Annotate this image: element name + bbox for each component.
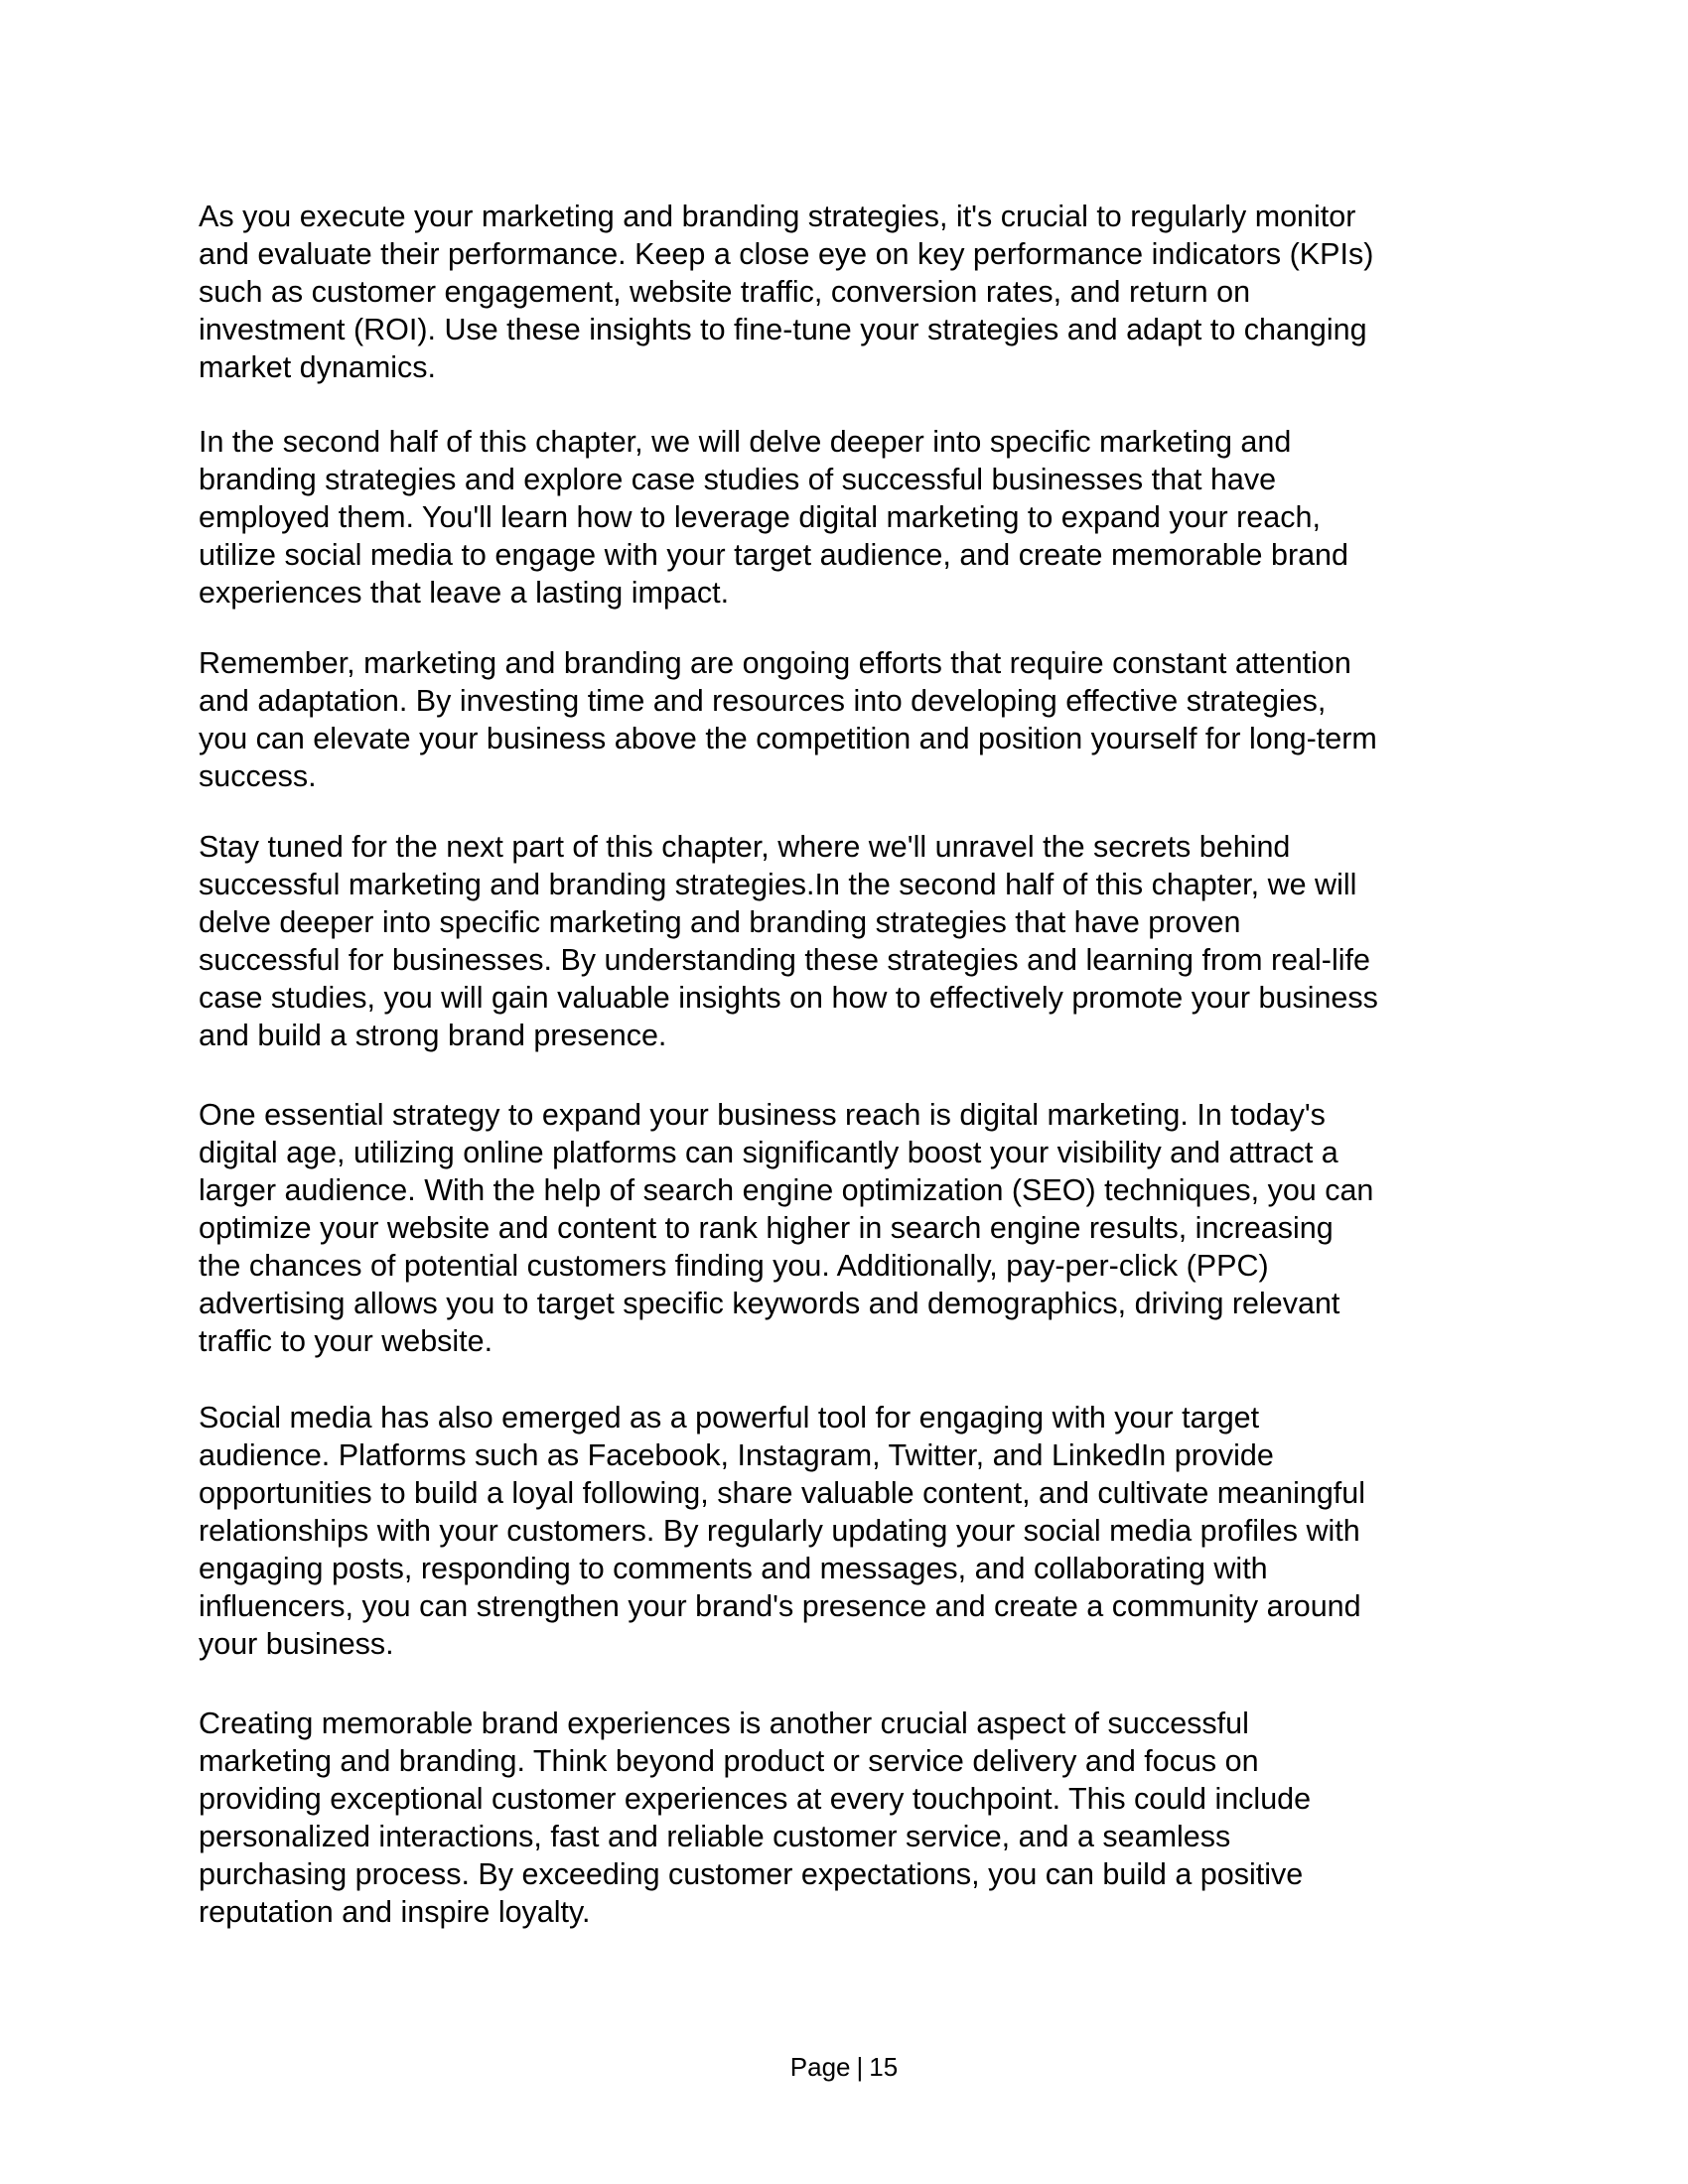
text-line: digital age, utilizing online platforms can significantly boost your visibility and attract a <box>199 1136 1338 1169</box>
paragraph-social-media <box>199 1399 1509 1663</box>
text-line: influencers, you can strengthen your brand's presence and create a community around <box>199 1589 1361 1623</box>
page-label: Page <box>789 2052 851 2082</box>
text-line: In the second half of this chapter, we will delve deeper into specific marketing and <box>199 425 1292 459</box>
text-line: As you execute your marketing and branding strategies, it's crucial to regularly monitor <box>199 200 1356 233</box>
text-line: relationships with your customers. By regularly updating your social media profiles with <box>199 1514 1360 1548</box>
text-line: delve deeper into specific marketing and branding strategies that have proven <box>199 905 1241 939</box>
text-line: employed them. You'll learn how to leverage digital marketing to expand your reach, <box>199 500 1321 534</box>
text-line: marketing and branding. Think beyond product or service delivery and focus on <box>199 1744 1259 1778</box>
text-line: branding strategies and explore case studies of successful businesses that have <box>199 463 1277 496</box>
text-line: such as customer engagement, website traffic, conversion rates, and return on <box>199 275 1251 309</box>
text-line: Stay tuned for the next part of this chapter, where we'll unravel the secrets behind <box>199 830 1291 864</box>
text-line: reputation and inspire loyalty. <box>199 1895 591 1929</box>
text-line: personalized interactions, fast and reliable customer service, and a seamless <box>199 1820 1231 1853</box>
text-line: opportunities to build a loyal following, share valuable content, and cultivate meaningful <box>199 1476 1365 1510</box>
text-line: case studies, you will gain valuable insights on how to effectively promote your business <box>199 981 1378 1015</box>
page-number: 15 <box>869 2052 899 2082</box>
text-line: successful marketing and branding strategies.In the second half of this chapter, we will <box>199 868 1357 901</box>
text-line: market dynamics. <box>199 350 436 384</box>
text-line: optimize your website and content to rank higher in search engine results, increasing <box>199 1211 1334 1245</box>
text-line: audience. Platforms such as Facebook, Instagram, Twitter, and LinkedIn provide <box>199 1438 1274 1472</box>
text-line: providing exceptional customer experiences at every touchpoint. This could include <box>199 1782 1312 1816</box>
paragraph-ongoing-efforts <box>199 644 1509 795</box>
text-line: you can elevate your business above the competition and position yourself for long-term <box>199 722 1377 755</box>
page-footer <box>0 2051 1688 2083</box>
text-line: traffic to your website. <box>199 1324 493 1358</box>
text-line: investment (ROI). Use these insights to fine-tune your strategies and adapt to changing <box>199 313 1367 346</box>
paragraph-stay-tuned <box>199 828 1509 1054</box>
text-line: Remember, marketing and branding are ongoing efforts that require constant attention <box>199 646 1351 680</box>
text-line: and build a strong brand presence. <box>199 1019 667 1052</box>
text-line: experiences that leave a lasting impact. <box>199 576 730 610</box>
text-line: your business. <box>199 1627 394 1661</box>
text-line: purchasing process. By exceeding customer expectations, you can build a positive <box>199 1857 1304 1891</box>
page-separator: | <box>856 2052 864 2082</box>
text-line: utilize social media to engage with your target audience, and create memorable brand <box>199 538 1348 572</box>
text-line: and adaptation. By investing time and resources into developing effective strategies, <box>199 684 1327 718</box>
paragraph-digital-marketing <box>199 1096 1509 1360</box>
text-line: success. <box>199 759 317 793</box>
paragraph-kpi-monitoring <box>199 198 1509 386</box>
paragraph-brand-experiences <box>199 1705 1509 1931</box>
text-line: engaging posts, responding to comments and messages, and collaborating with <box>199 1552 1268 1585</box>
text-line: successful for businesses. By understanding these strategies and learning from real-life <box>199 943 1370 977</box>
text-line: Creating memorable brand experiences is another crucial aspect of successful <box>199 1706 1249 1740</box>
text-line: the chances of potential customers finding you. Additionally, pay-per-click (PPC) <box>199 1249 1269 1283</box>
paragraph-second-half-intro <box>199 423 1509 612</box>
text-line: larger audience. With the help of search engine optimization (SEO) techniques, you can <box>199 1173 1374 1207</box>
text-line: Social media has also emerged as a powerful tool for engaging with your target <box>199 1401 1260 1434</box>
text-line: and evaluate their performance. Keep a close eye on key performance indicators (KPIs) <box>199 237 1374 271</box>
text-line: One essential strategy to expand your business reach is digital marketing. In today's <box>199 1098 1326 1132</box>
text-line: advertising allows you to target specific keywords and demographics, driving relevant <box>199 1287 1340 1320</box>
